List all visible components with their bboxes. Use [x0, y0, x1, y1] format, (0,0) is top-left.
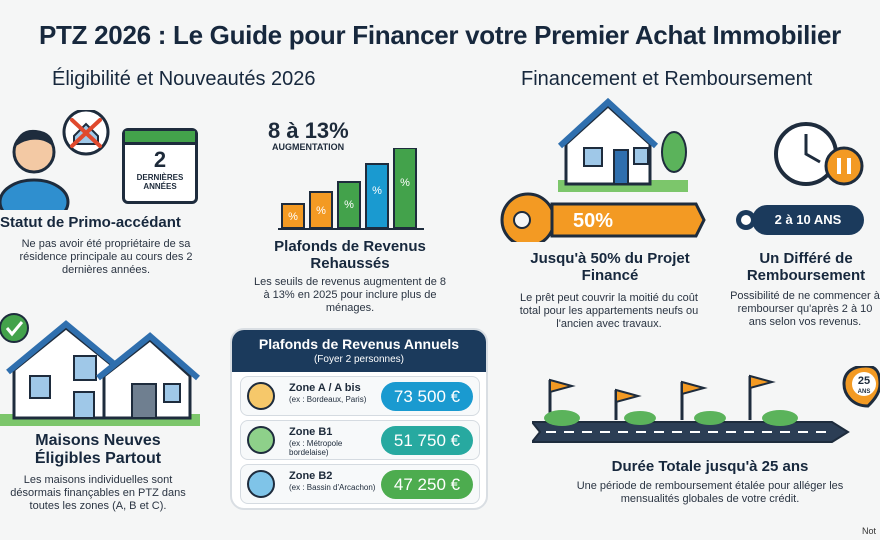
- zone-name: Zone B1: [289, 426, 333, 438]
- pin-unit: ANS: [857, 389, 871, 395]
- zone-example: (ex : Métropole bordelaise): [289, 439, 343, 457]
- primo-text: Ne pas avoir été propriétaire de sa résidence principale au cours des 2 dernières années.: [19, 238, 193, 276]
- deferral-heading: Un Différé de Remboursement: [746, 250, 866, 284]
- duration-text: Une période de remboursement étalée pour alléger les mensualités globales de votre crédit.: [576, 480, 844, 505]
- bar-symbol: %: [400, 177, 410, 189]
- increase-value: 8 à 13%: [268, 118, 349, 143]
- increase-text: Les seuils de revenus augmentent de 8 à 13% en 2025 pour inclure plus de ménages.: [253, 276, 447, 314]
- zone-row: [240, 464, 480, 504]
- increase-heading: Plafonds de Revenus Rehaussés: [274, 238, 426, 272]
- bar-symbol: %: [316, 205, 326, 217]
- calendar-label: DERNIÈRES ANNÉES: [136, 173, 184, 191]
- zone-example: (ex : Bassin d'Arcachon): [289, 483, 376, 492]
- zone-example: (ex : Bordeaux, Paris): [289, 395, 367, 404]
- zone-row: [240, 376, 480, 416]
- page-title: PTZ 2026 : Le Guide pour Financer votre Premier Achat Immobilier: [39, 20, 841, 50]
- calendar-number: 2: [153, 147, 167, 172]
- flag-icon: [544, 380, 580, 426]
- zone-name: Zone B2: [289, 470, 333, 482]
- clock-pause-icon: [770, 118, 866, 192]
- town-icon: [247, 426, 275, 454]
- zone-amount: 47 250 €: [381, 470, 473, 499]
- flag-icon: [682, 382, 726, 425]
- person-icon: [0, 110, 120, 210]
- bar-symbol: %: [372, 185, 382, 197]
- increase-bar-chart: [278, 148, 428, 230]
- flag-icon: [750, 376, 798, 426]
- primo-heading: Statut de Primo-accédant: [0, 214, 181, 231]
- zone-amount: 73 500 €: [381, 382, 473, 411]
- houses-icon: [0, 310, 200, 426]
- revenue-table: [230, 328, 488, 510]
- revenue-table-title: Plafonds de Revenus Annuels: [258, 336, 460, 352]
- road-timeline: [532, 366, 880, 444]
- deferral-pill: 2 à 10 ANS: [752, 205, 864, 235]
- increase-label: AUGMENTATION: [272, 142, 345, 152]
- financing-text: Le prêt peut couvrir la moitié du coût total pour les appartements neufs ou l'ancien avec travaux.: [519, 292, 699, 330]
- houses-heading: Maisons Neuves Éligibles Partout: [34, 432, 162, 467]
- bar-symbol: %: [288, 211, 298, 223]
- zone-name: Zone A / A bis: [289, 382, 361, 394]
- revenue-table-subtitle: (Foyer 2 personnes): [313, 354, 405, 365]
- house-key-icon: [498, 92, 710, 242]
- zone-amount: 51 750 €: [381, 426, 473, 455]
- financing-heading: Jusqu'à 50% du Projet Financé: [530, 250, 690, 284]
- zone-row: [240, 420, 480, 460]
- pin-value: 25: [857, 375, 871, 387]
- key-value: 50%: [572, 210, 614, 232]
- calendar-icon: [122, 128, 198, 204]
- left-section-title: Éligibilité et Nouveautés 2026: [52, 68, 316, 90]
- coast-icon: [247, 470, 275, 498]
- footer-logo: Not: [861, 526, 876, 536]
- houses-text: Les maisons individuelles sont désormais finançables en PTZ dans toutes les zones (A, B et C).: [10, 474, 186, 512]
- right-section-title: Financement et Remboursement: [521, 68, 813, 90]
- bar-symbol: %: [344, 199, 354, 211]
- flag-icon: [616, 390, 656, 425]
- duration-heading: Durée Totale jusqu'à 25 ans: [611, 458, 809, 475]
- deferral-text: Possibilité de ne commencer à rembourser qu'après 2 à 10 ans selon vos revenus.: [730, 290, 880, 328]
- city-icon: [247, 382, 275, 410]
